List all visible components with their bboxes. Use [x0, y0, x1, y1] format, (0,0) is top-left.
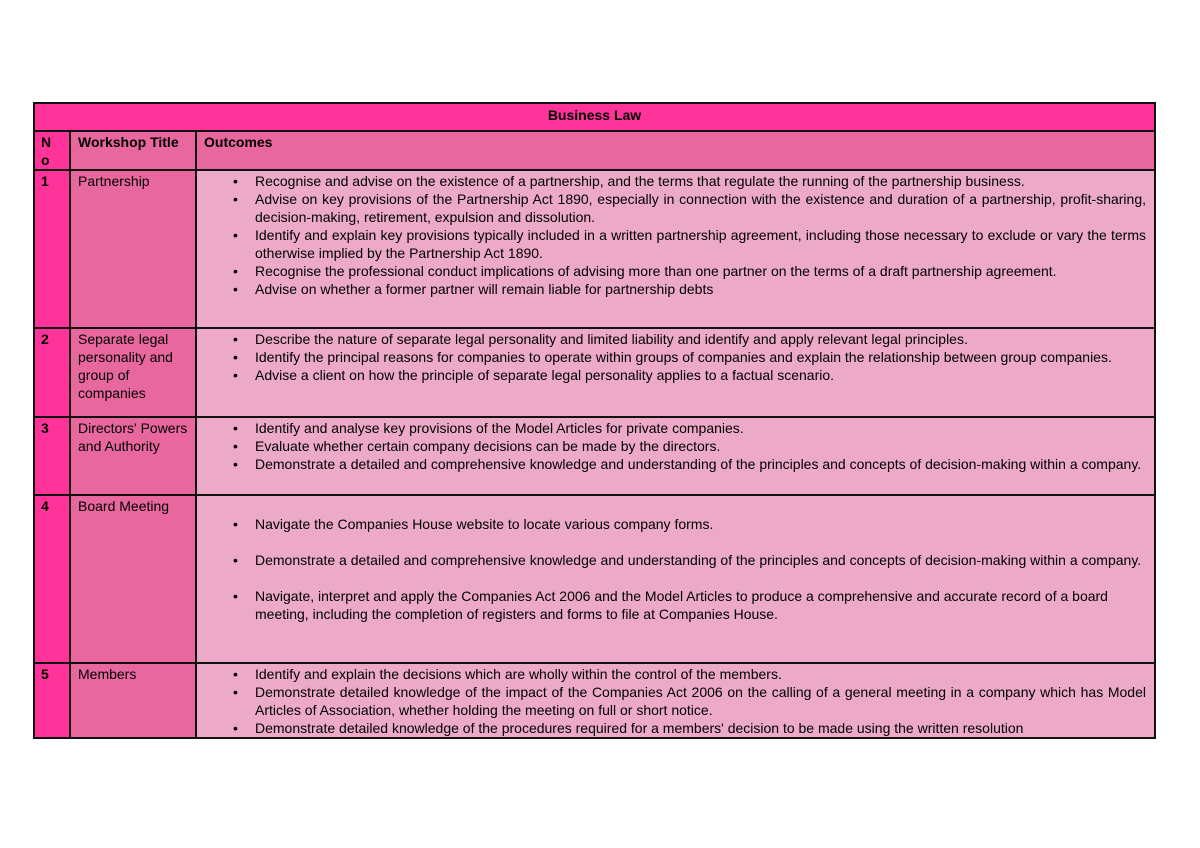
outcome-item: • Identify and explain the decisions which are wholly within the control of the members. [204, 665, 1146, 683]
header-no: N o [34, 131, 70, 170]
outcome-item: • Recognise and advise on the existence of a partnership, and the terms that regulate the running of the partnership business. [204, 172, 1146, 190]
outcomes-cell [196, 495, 1155, 663]
header-row [34, 131, 1155, 170]
table-title: Business Law [34, 103, 1155, 131]
outcome-item: • Demonstrate detailed knowledge of the impact of the Companies Act 2006 on the calling of a general meeting in a company which has Model Articles of Association, whether holding the meeting on full or short notice. [204, 683, 1146, 719]
table-row [34, 495, 1155, 663]
outcome-item: • Identify and explain key provisions typically included in a written partnership agreement, including those necessary to exclude or vary the terms otherwise implied by the Partnership Act 1890. [204, 226, 1146, 262]
outcome-item: • Navigate the Companies House website to locate various company forms. [204, 515, 1146, 533]
outcome-item: • Demonstrate a detailed and comprehensive knowledge and understanding of the principles and concepts of decision-making within a company. [204, 551, 1146, 569]
outcome-item: • Recognise the professional conduct implications of advising more than one partner on the terms of a draft partnership agreement. [204, 262, 1146, 280]
workshop-title: Board Meeting [70, 495, 196, 663]
workshop-title: Separate legal personality and group of companies [70, 328, 196, 417]
workshop-title: Members [70, 663, 196, 738]
table-row [34, 170, 1155, 328]
row-number: 3 [34, 417, 70, 495]
outcome-item: • Advise a client on how the principle of separate legal personality applies to a factual scenario. [204, 366, 1146, 384]
header-workshop-title: Workshop Title [70, 131, 196, 170]
row-number: 1 [34, 170, 70, 328]
header-outcomes: Outcomes [196, 131, 1155, 170]
outcome-item: • Evaluate whether certain company decisions can be made by the directors. [204, 437, 1146, 455]
outcome-item: • Advise on whether a former partner will remain liable for partnership debts [204, 280, 1146, 298]
outcomes-cell [196, 170, 1155, 328]
outcomes-cell [196, 328, 1155, 417]
row-number: 2 [34, 328, 70, 417]
outcome-item: • Identify the principal reasons for companies to operate within groups of companies and explain the relationship between group companies. [204, 348, 1146, 366]
row-number: 4 [34, 495, 70, 663]
outcome-item: • Describe the nature of separate legal personality and limited liability and identify and apply relevant legal principles. [204, 330, 1146, 348]
row-number: 5 [34, 663, 70, 738]
outcome-item: • Navigate, interpret and apply the Companies Act 2006 and the Model Articles to produce a comprehensive and accurate record of a board meeting, including the completion of registers and forms to file at Companies House. [204, 587, 1146, 623]
outcome-item: • Advise on key provisions of the Partnership Act 1890, especially in connection with the existence and duration of a partnership, profit-sharing, decision-making, retirement, expulsion and dissolution. [204, 190, 1146, 226]
outcome-item: • Identify and analyse key provisions of the Model Articles for private companies. [204, 419, 1146, 437]
outcome-item: • Demonstrate detailed knowledge of the procedures required for a members' decision to be made using the written resolution [204, 719, 1146, 737]
outcomes-cell [196, 417, 1155, 495]
business-law-table [33, 102, 1156, 739]
outcome-item: • Demonstrate a detailed and comprehensive knowledge and understanding of the principles and concepts of decision-making within a company. [204, 455, 1146, 473]
table-row [34, 663, 1155, 738]
table-row [34, 417, 1155, 495]
workshop-title: Directors' Powers and Authority [70, 417, 196, 495]
workshop-title: Partnership [70, 170, 196, 328]
table-row [34, 328, 1155, 417]
outcomes-cell [196, 663, 1155, 738]
